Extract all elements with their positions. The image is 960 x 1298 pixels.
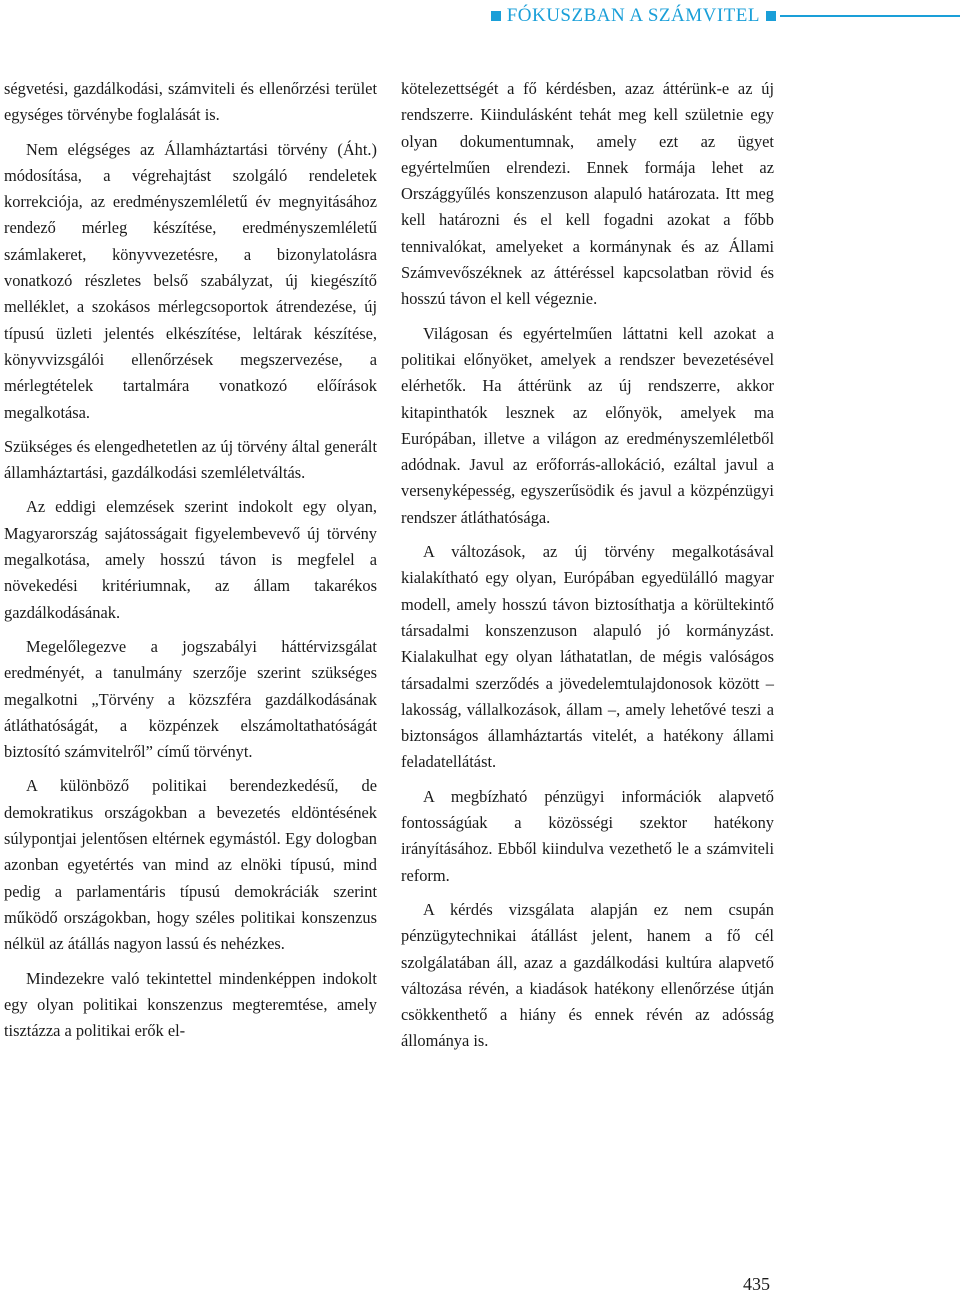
paragraph: Szükséges és elengedhetetlen az új törvény által generált államháztartási, gazdálkodási szemléletváltás. — [4, 436, 377, 483]
paragraph: A változások, az új törvény megalkotásával kialakítható egy olyan, Európában egyedülálló magyar modell, amely hosszú távon biztosíthatja a körültekintő társadalmi konszenzuson alapuló jó kormányzást. Kialakulhat egy olyan láthatatlan, de mégis valóságos társadalmi szerződés a jövedelemtulajdonosok között – lakosság, vállalkozások, állam –, amely lehetővé teszi a biztonságos államháztartás vitelét, a hatékony állami feladatellátást. — [401, 542, 774, 772]
paragraph: Megelőlegezve a jogszabályi háttérvizsgálat eredményét, a tanulmány szerzője szerint szükséges megalkotni „Törvény a közszféra gazdálkodásának átláthatóságát, a közpénzek elszámoltathatóságát biztosító számvitelről” című törvényt. — [4, 636, 377, 762]
right-column — [401, 76, 774, 1063]
paragraph: Az eddigi elemzések szerint indokolt egy olyan, Magyarország sajátosságait figyelembevevő új törvény megalkotása, amely hosszú távon is megfelel a növekedési kritériumnak, az állam takarékos gazdálkodásának. — [4, 497, 377, 622]
paragraph: Világosan és egyértelműen láttatni kell azokat a politikai előnyöket, amelyek a rendszer bevezetésével elérhetők. Ha áttérünk az új rendszerre, akkor kitapinthatók lesznek az előnyök, amelyek ma Európában, illetve a világon az eredményszemléletből adódnak. Javul az erőforrás-allokáció, ezáltal javul a versenyképesség, egyszerűsödik és javul a közpénzügyi rendszer átláthatósága. — [401, 323, 774, 527]
header-square-icon — [766, 11, 776, 21]
paragraph: kötelezettségét a fő kérdésben, azaz áttérünk-e az új rendszerre. Kiindulásként tehát meg kell születnie egy olyan dokumentumnak, amely ezt az ügyet egyértelműen elrendezi. Ennek formája lehet az Országgyűlés konszenzuson alapuló határozata. Itt meg kell határozni és el kell fogadni azokat a főbb tennivalókat, amelyeket a kormánynak és az Állami Számvevőszéknek az áttéréssel kapcsolatban rövid és hosszú távon el kell végeznie. — [401, 79, 774, 309]
paragraph: Mindezekre való tekintettel mindenképpen indokolt egy olyan politikai konszenzus megteremtése, amely tisztázza a politikai erők el- — [4, 968, 377, 1041]
header-rule — [780, 15, 960, 17]
page-number: 435 — [743, 1274, 770, 1294]
header-title: FÓKUSZBAN A SZÁMVITEL — [506, 5, 760, 26]
paragraph: A különböző politikai berendezkedésű, de demokratikus országokban a bevezetés eldöntésének súlypontjai jelentősen eltérnek egymástól. Egy dologban azonban egyetértés van mind az elnöki típusú, mind pedig a parlamentáris típusú demokráciák szerint működő országokban, hogy széles politikai konszenzus nélkül az átállás nagyon lassú és nehézkes. — [4, 776, 377, 954]
paragraph: ségvetési, gazdálkodási, számviteli és ellenőrzési terület egységes törvénybe foglalását is. — [4, 79, 377, 125]
left-column — [4, 76, 377, 1044]
paragraph: A kérdés vizsgálata alapján ez nem csupán pénzügytechnikai átállást jelent, hanem a fő cél szolgálatában áll, azaz a gazdálkodási kultúra alapvető változása révén, a kiadások hatékony ellenőrzése útján csökkenthető a hiány és ennek révén az adósság állománya is. — [401, 899, 774, 1051]
running-header — [491, 5, 960, 27]
header-square-icon — [491, 11, 501, 21]
paragraph: Nem elégséges az Államháztartási törvény (Áht.) módosítása, a végrehajtást szolgáló rendeletek korrekciója, az eredményszemléletű év megnyitásához rendező mérleg készítése, eredményszemléletű számlakeret, könyvvezetésre, a bizonylatolásra vonatkozó részletes belső szabályzat, új kiegészítő melléklet, a szokásos mérlegcsoportok átrendezése, új típusú üzleti jelentés elkészítése, leltárak készítése, könyvvizsgálói ellenőrzések megszervezése, a mérlegtételek tartalmára vonatkozó előírások megalkotása. — [4, 139, 377, 422]
paragraph: A megbízható pénzügyi információk alapvető fontosságúak a közösségi szektor hatékony irányításához. Ebből kiindulva vezethető le a számviteli reform. — [401, 786, 774, 885]
